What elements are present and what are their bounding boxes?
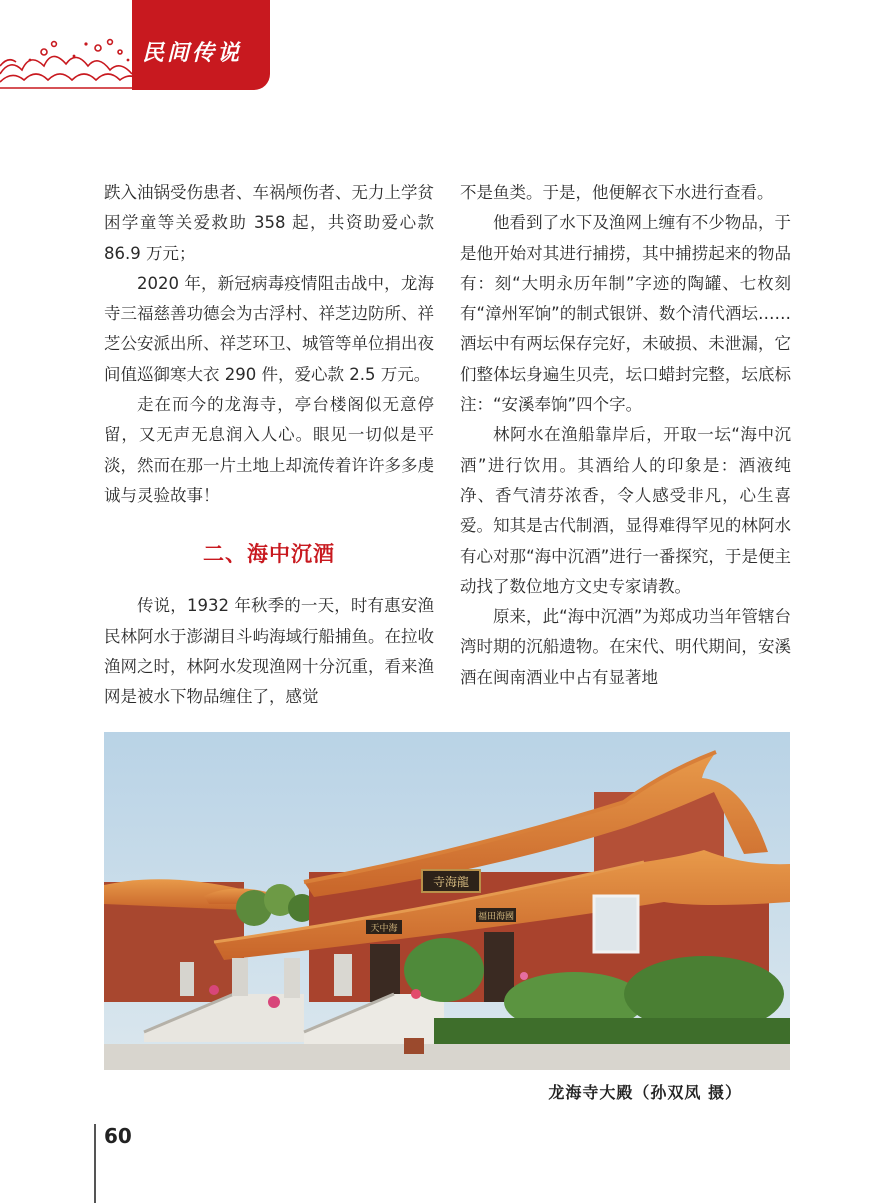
side-plaque-right: 福田海國 (477, 912, 515, 922)
paragraph: 2020 年，新冠病毒疫情阻击战中，龙海寺三福慈善功德会为古浮村、祥芝边防所、祥芝公安派出所、祥芝环卫、城管等单位捐出夜间值巡御寒大衣 290 件，爱心款 2.5 万元。 (104, 273, 434, 384)
wave-ornament-icon (0, 30, 140, 92)
paragraph: 林阿水在渔船靠岸后，开取一坛“海中沉酒”进行饮用。其酒给人的印象是：酒液纯净、香气清芬浓香，令人感受非凡，心生喜爱。知其是古代制酒，显得难得罕见的林阿水有心对那“海中沉酒”进行一番探究，于是便主动找了数位地方文史专家请教。 (460, 425, 791, 596)
main-plaque: 寺海龍 (432, 875, 470, 889)
page-rule (94, 1124, 96, 1203)
paragraph: 传说，1932 年秋季的一天，时有惠安渔民林阿水于澎湖目斗屿海域行船捕鱼。在拉收渔网之时，林阿水发现渔网十分沉重，看来渔网是被水下物品缠住了，感觉 (104, 596, 434, 707)
page-number: 60 (104, 1124, 132, 1148)
side-plaque-left: 天中海 (370, 924, 398, 934)
temple-photo (104, 732, 790, 1070)
paragraph: 跌入油锅受伤患者、车祸颅伤者、无力上学贫困学童等关爱救助 358 起，共资助爱心款 86.9 万元； (104, 183, 434, 263)
article-column-left (104, 178, 434, 712)
paragraph: 走在而今的龙海寺，亭台楼阁似无意停留，又无声无息润入人心。眼见一切似是平淡，然而在那一片土地上却流传着许许多多虔诚与灵验故事！ (104, 395, 434, 505)
article-column-right (460, 178, 791, 693)
section-heading: 二、海中沉酒 (203, 542, 335, 567)
paragraph: 不是鱼类。于是，他便解衣下水进行查看。 (460, 183, 774, 202)
paragraph: 他看到了水下及渔网上缠有不少物品，于是他开始对其进行捕捞，其中捕捞起来的物品有：刻“大明永历年制”字迹的陶罐、七枚刻有“漳州军饷”的制式银饼、数个清代酒坛……酒坛中有两坛保存完好，未破损、未泄漏，它们整体坛身遍生贝壳，坛口蜡封完整，坛底标注：“安溪奉饷”四个字。 (460, 213, 791, 415)
photo-caption: 龙海寺大殿（孙双凤 摄） (548, 1083, 742, 1102)
paragraph: 原来，此“海中沉酒”为郑成功当年管辖台湾时期的沉船遗物。在宋代、明代期间，安溪酒在闽南酒业中占有显著地 (460, 607, 791, 687)
section-title: 民间传说 (142, 40, 243, 66)
